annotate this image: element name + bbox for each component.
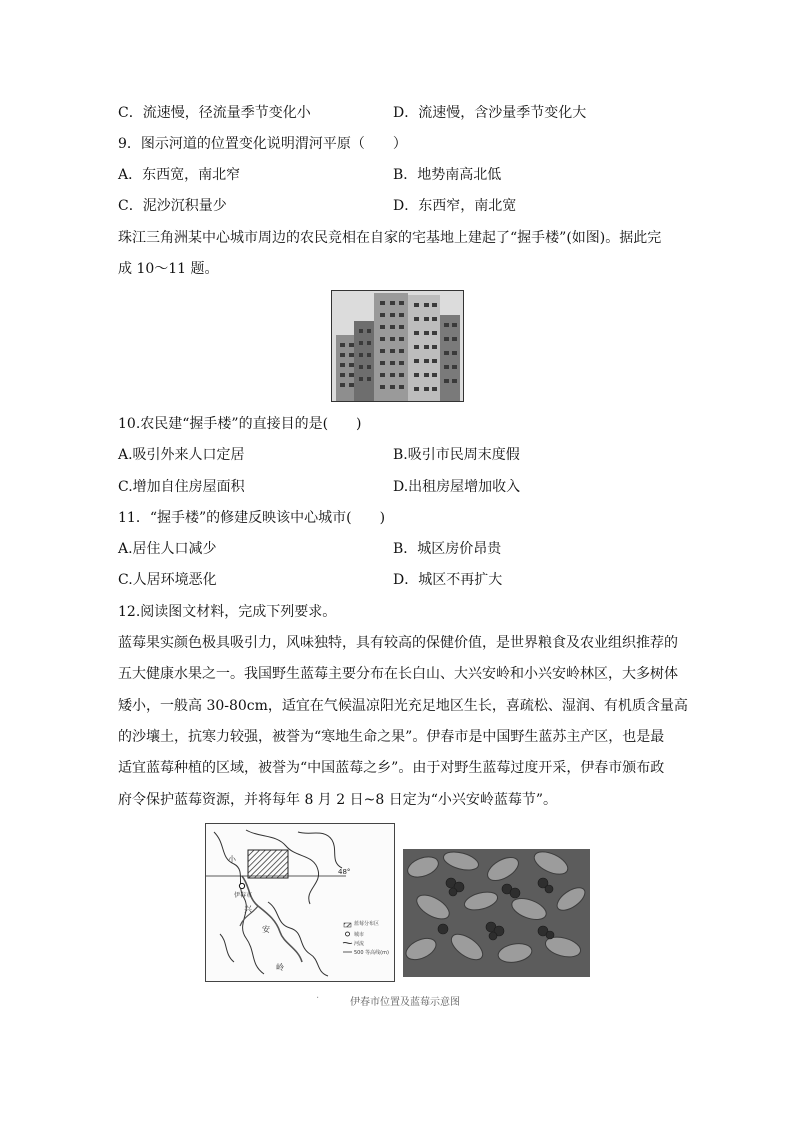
legend-contour: 500 等高线(m): [354, 950, 389, 956]
q8-option-c: C．流速慢，径流量季节变化小: [118, 105, 311, 121]
q9-option-a: A．东西宽，南北窄: [118, 167, 241, 183]
latitude-label: 48°: [338, 868, 351, 876]
q10-stem: 10.农民建“握手楼”的直接目的是( ): [118, 416, 362, 432]
q12-text-line-6: 府令保护蓝莓资源，并将每年 8 月 2 日~8 日定为“小兴安岭蓝莓节”。: [118, 792, 558, 808]
q11-stem: 11．“握手楼”的修建反映该中心城市( ): [118, 510, 386, 526]
handshake-buildings-photo: [331, 290, 464, 402]
q11-option-d: D．城区不再扩大: [393, 572, 503, 588]
blueberry-photo: [403, 849, 590, 977]
q9-option-b: B．地势南高北低: [393, 167, 502, 183]
map-char-xiao: 小: [228, 855, 236, 864]
q12-text-line-1: 蓝莓果实颜色极具吸引力，风味独特，具有较高的保健价值，是世界粮食及农业组织推荐的: [118, 635, 678, 651]
q10-option-a: A.吸引外来人口定居: [118, 447, 245, 463]
q8-option-d: D．流速慢，含沙量季节变化大: [393, 105, 587, 121]
legend-river: 河流: [354, 941, 365, 947]
map-char-an: 安: [262, 925, 270, 934]
q10-option-d: D.出租房屋增加收入: [393, 479, 521, 495]
intro-10-11-line-2: 成 10～11 题。: [118, 261, 219, 277]
intro-10-11-line-1: 珠江三角洲某中心城市周边的农民竞相在自家的宅基地上建起了“握手楼”(如图)。据此完: [118, 230, 662, 246]
q12-text-line-4: 的沙壤土，抗寒力较强，被誉为“寒地生命之果”。伊春市是中国野生蓝苏主产区，也是最: [118, 729, 665, 745]
q11-option-b: B．城区房价昂贵: [393, 541, 502, 557]
q10-option-b: B.吸引市民周末度假: [393, 447, 520, 463]
q12-text-line-5: 适宜蓝莓种植的区域，被誉为“中国蓝莓之乡”。由于对野生蓝莓过度开采，伊春市颁布政: [118, 760, 665, 776]
q12-text-line-3: 矮小，一般高 30-80cm，适宜在气候温凉阳光充足地区生长，喜疏松、湿润、有机质含量高: [118, 698, 688, 714]
yichun-location-map: [205, 823, 395, 982]
q11-option-a: A.居住人口减少: [118, 541, 217, 557]
map-char-xing: 兴: [244, 905, 252, 914]
q12-text-line-2: 五大健康水果之一。我国野生蓝莓主要分布在长白山、大兴安岭和小兴安岭林区，大多树体: [118, 666, 678, 682]
q11-option-c: C.人居环境恶化: [118, 572, 217, 588]
legend-city: 城市: [354, 932, 365, 938]
q9-option-c: C．泥沙沉积量少: [118, 198, 227, 214]
q9-stem: 9．图示河道的位置变化说明渭河平原（ ）: [118, 136, 407, 152]
map-char-ling: 岭: [276, 963, 284, 972]
city-label: 伊春市: [234, 892, 253, 899]
figure-caption: 伊春市位置及蓝莓示意图: [350, 997, 460, 1008]
q12-stem: 12.阅读图文材料，完成下列要求。: [118, 604, 337, 620]
q9-option-d: D．东西窄，南北宽: [393, 198, 517, 214]
q10-option-c: C.增加自住房屋面积: [118, 479, 245, 495]
legend-blueberry-area: 蓝莓分布区: [354, 921, 380, 927]
caption-marker: ·: [316, 993, 320, 1004]
